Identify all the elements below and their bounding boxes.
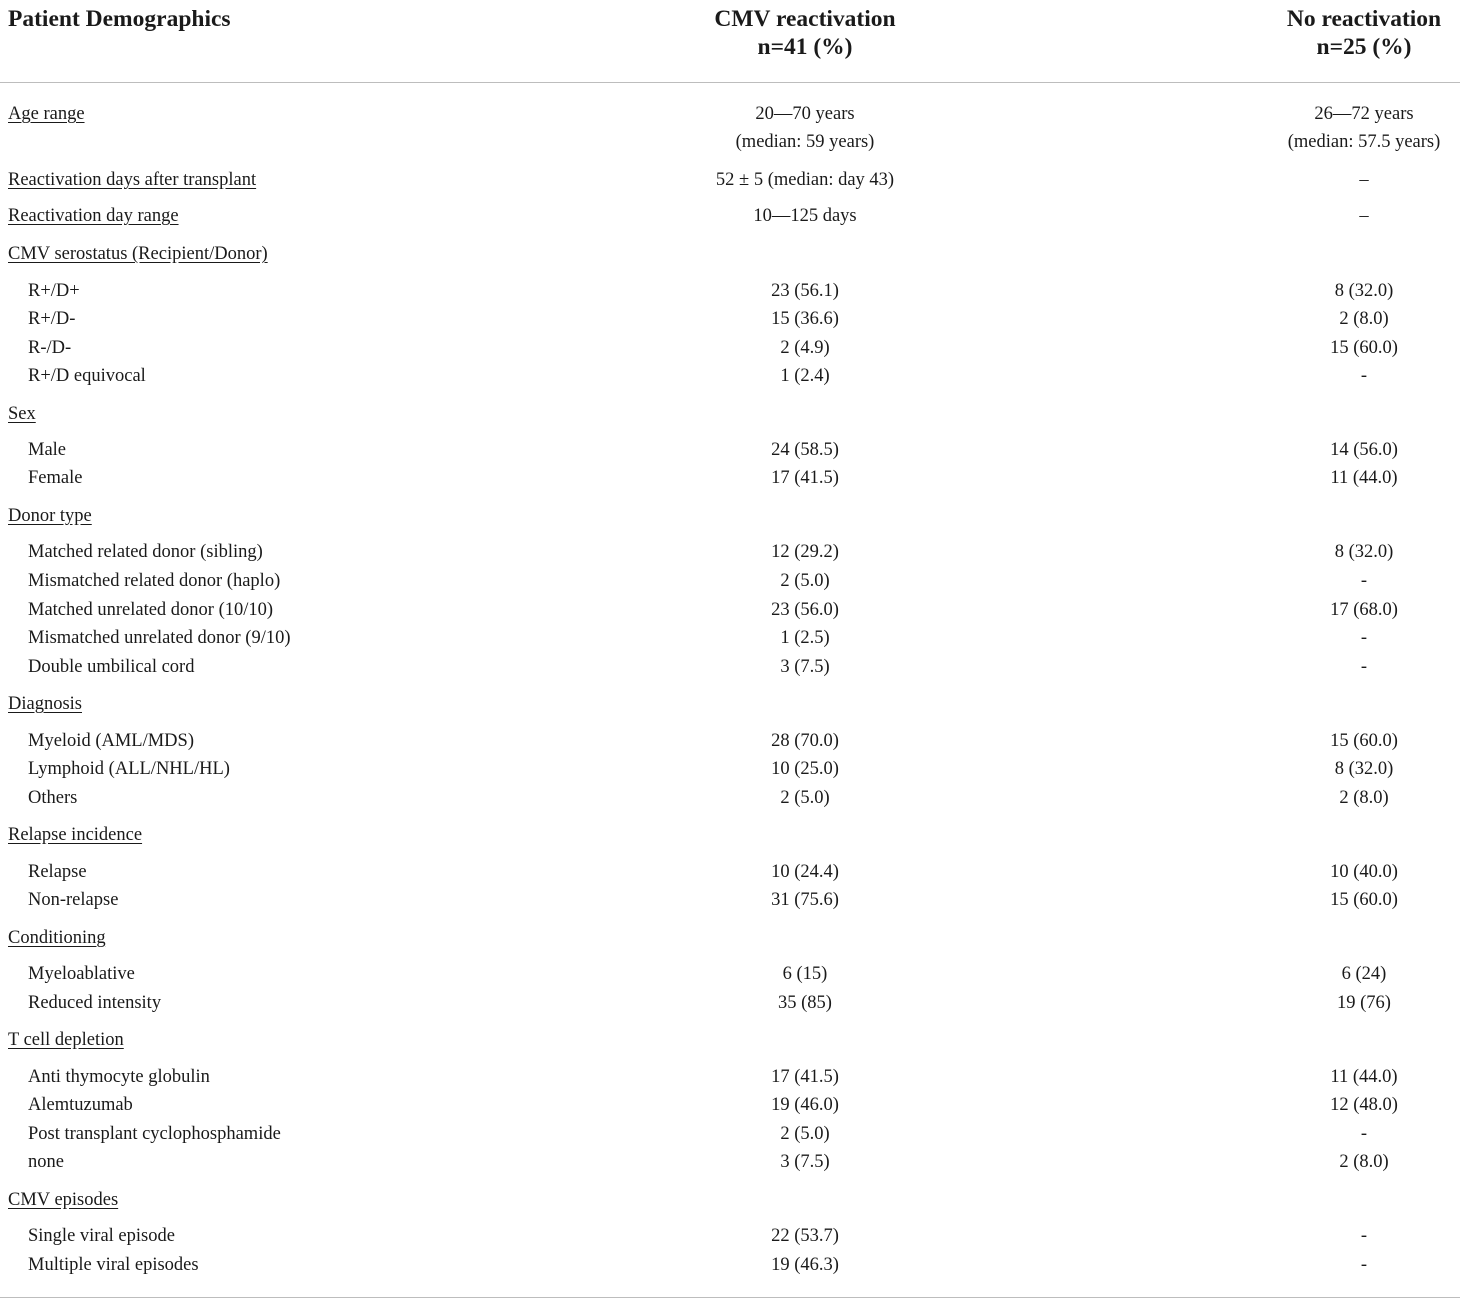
cmv-value: 10 (25.0) (771, 759, 839, 779)
row-label: Single viral episode (28, 1226, 175, 1246)
section-label: Relapse incidence (8, 825, 143, 845)
cmv-value: 52 ± 5 (median: day 43) (715, 170, 895, 190)
cmv-value: 35 (85) (778, 993, 832, 1013)
cmv-value: 2 (5.0) (780, 788, 830, 808)
no-reactivation-value: 2 (8.0) (1339, 1152, 1389, 1172)
no-reactivation-value: – (1359, 170, 1369, 190)
row-label: R+/D+ (28, 281, 80, 301)
row-label: Male (28, 440, 67, 460)
no-reactivation-value: 2 (8.0) (1339, 788, 1389, 808)
no-reactivation-value: 17 (68.0) (1330, 600, 1398, 620)
no-reactivation-value: - (1360, 1255, 1368, 1275)
cmv-value: 10 (24.4) (771, 862, 839, 882)
cmv-value: 24 (58.5) (771, 440, 839, 460)
cmv-value-line2: (median: 59 years) (735, 132, 875, 152)
row-label: Relapse (28, 862, 87, 882)
cmv-value: 1 (2.5) (780, 628, 830, 648)
row-label: Reduced intensity (28, 993, 162, 1013)
no-reactivation-value: - (1360, 1124, 1368, 1144)
bottom-divider (0, 1297, 1460, 1298)
row-label: Anti thymocyte globulin (28, 1067, 210, 1087)
cmv-value (655, 100, 955, 156)
header-cmv-reactivation-title: CMV reactivation (714, 6, 896, 32)
no-reactivation-value: 11 (44.0) (1330, 1067, 1398, 1087)
row-label: Reactivation days after transplant (8, 170, 257, 190)
row-label: Age range (8, 104, 85, 124)
no-reactivation-value: 15 (60.0) (1330, 731, 1398, 751)
no-reactivation-value: - (1360, 628, 1368, 648)
row-label: none (28, 1152, 64, 1172)
cmv-value: 19 (46.0) (771, 1095, 839, 1115)
no-reactivation-value: - (1360, 657, 1368, 677)
no-reactivation-value: - (1360, 1226, 1368, 1246)
header-no-reactivation (1262, 5, 1460, 61)
no-reactivation-value: - (1360, 571, 1368, 591)
row-label: Double umbilical cord (28, 657, 195, 677)
no-reactivation-value: 19 (76) (1337, 993, 1391, 1013)
section-label: CMV episodes (8, 1190, 119, 1210)
row-label: Reactivation day range (8, 206, 179, 226)
no-reactivation-value: 8 (32.0) (1334, 759, 1394, 779)
cmv-value: 17 (41.5) (771, 468, 839, 488)
no-reactivation-value (1264, 100, 1460, 156)
row-label: Post transplant cyclophosphamide (28, 1124, 281, 1144)
cmv-value: 3 (7.5) (780, 1152, 830, 1172)
row-label: Alemtuzumab (28, 1095, 133, 1115)
no-reactivation-value: 12 (48.0) (1330, 1095, 1398, 1115)
no-reactivation-value: 15 (60.0) (1330, 890, 1398, 910)
no-reactivation-value: 6 (24) (1341, 964, 1387, 984)
cmv-value: 23 (56.0) (771, 600, 839, 620)
header-no-reactivation-title: No reactivation (1286, 6, 1442, 32)
cmv-value: 2 (5.0) (780, 571, 830, 591)
section-label: T cell depletion (8, 1030, 124, 1050)
section-label: Sex (8, 404, 36, 424)
cmv-value: 19 (46.3) (771, 1255, 839, 1275)
cmv-value: 12 (29.2) (771, 542, 839, 562)
cmv-value-line1: 20—70 years (755, 104, 855, 124)
section-label: Donor type (8, 506, 92, 526)
cmv-value: 23 (56.1) (771, 281, 839, 301)
row-label: Female (28, 468, 83, 488)
no-reactivation-value: 8 (32.0) (1334, 542, 1394, 562)
cmv-value: 10—125 days (753, 206, 857, 226)
row-label: Myeloablative (28, 964, 135, 984)
no-reactivation-value: – (1359, 206, 1369, 226)
header-divider (0, 82, 1460, 83)
row-label: Matched unrelated donor (10/10) (28, 600, 274, 620)
row-label: R+/D- (28, 309, 76, 329)
no-reactivation-value-line2: (median: 57.5 years) (1287, 132, 1441, 152)
row-label: Myeloid (AML/MDS) (28, 731, 194, 751)
cmv-value: 15 (36.6) (771, 309, 839, 329)
header-cmv-reactivation (655, 5, 955, 61)
row-label: Multiple viral episodes (28, 1255, 199, 1275)
no-reactivation-value: - (1360, 366, 1368, 386)
no-reactivation-value-line1: 26—72 years (1314, 104, 1414, 124)
cmv-value: 1 (2.4) (780, 366, 830, 386)
cmv-value: 3 (7.5) (780, 657, 830, 677)
no-reactivation-value: 2 (8.0) (1339, 309, 1389, 329)
no-reactivation-value: 10 (40.0) (1330, 862, 1398, 882)
header-cmv-reactivation-n: n=41 (%) (757, 34, 853, 60)
row-label: Non-relapse (28, 890, 119, 910)
no-reactivation-value: 15 (60.0) (1330, 338, 1398, 358)
cmv-value: 28 (70.0) (771, 731, 839, 751)
cmv-value: 2 (4.9) (780, 338, 830, 358)
row-label: R+/D equivocal (28, 366, 146, 386)
cmv-value: 31 (75.6) (771, 890, 839, 910)
section-label: CMV serostatus (Recipient/Donor) (8, 244, 268, 264)
no-reactivation-value: 11 (44.0) (1330, 468, 1398, 488)
cmv-value: 6 (15) (782, 964, 828, 984)
no-reactivation-value: 8 (32.0) (1334, 281, 1394, 301)
table-header (0, 0, 1460, 82)
row-label: Others (28, 788, 78, 808)
row-label: Mismatched unrelated donor (9/10) (28, 628, 291, 648)
cmv-value: 22 (53.7) (771, 1226, 839, 1246)
header-no-reactivation-n: n=25 (%) (1316, 34, 1412, 60)
section-label: Conditioning (8, 928, 106, 948)
cmv-value: 17 (41.5) (771, 1067, 839, 1087)
section-label: Diagnosis (8, 694, 82, 714)
no-reactivation-value: 14 (56.0) (1330, 440, 1398, 460)
cmv-value: 2 (5.0) (780, 1124, 830, 1144)
header-patient-demographics: Patient Demographics (8, 6, 231, 32)
row-label: Mismatched related donor (haplo) (28, 571, 281, 591)
row-label: Matched related donor (sibling) (28, 542, 263, 562)
row-label: Lymphoid (ALL/NHL/HL) (28, 759, 230, 779)
row-label: R-/D- (28, 338, 72, 358)
